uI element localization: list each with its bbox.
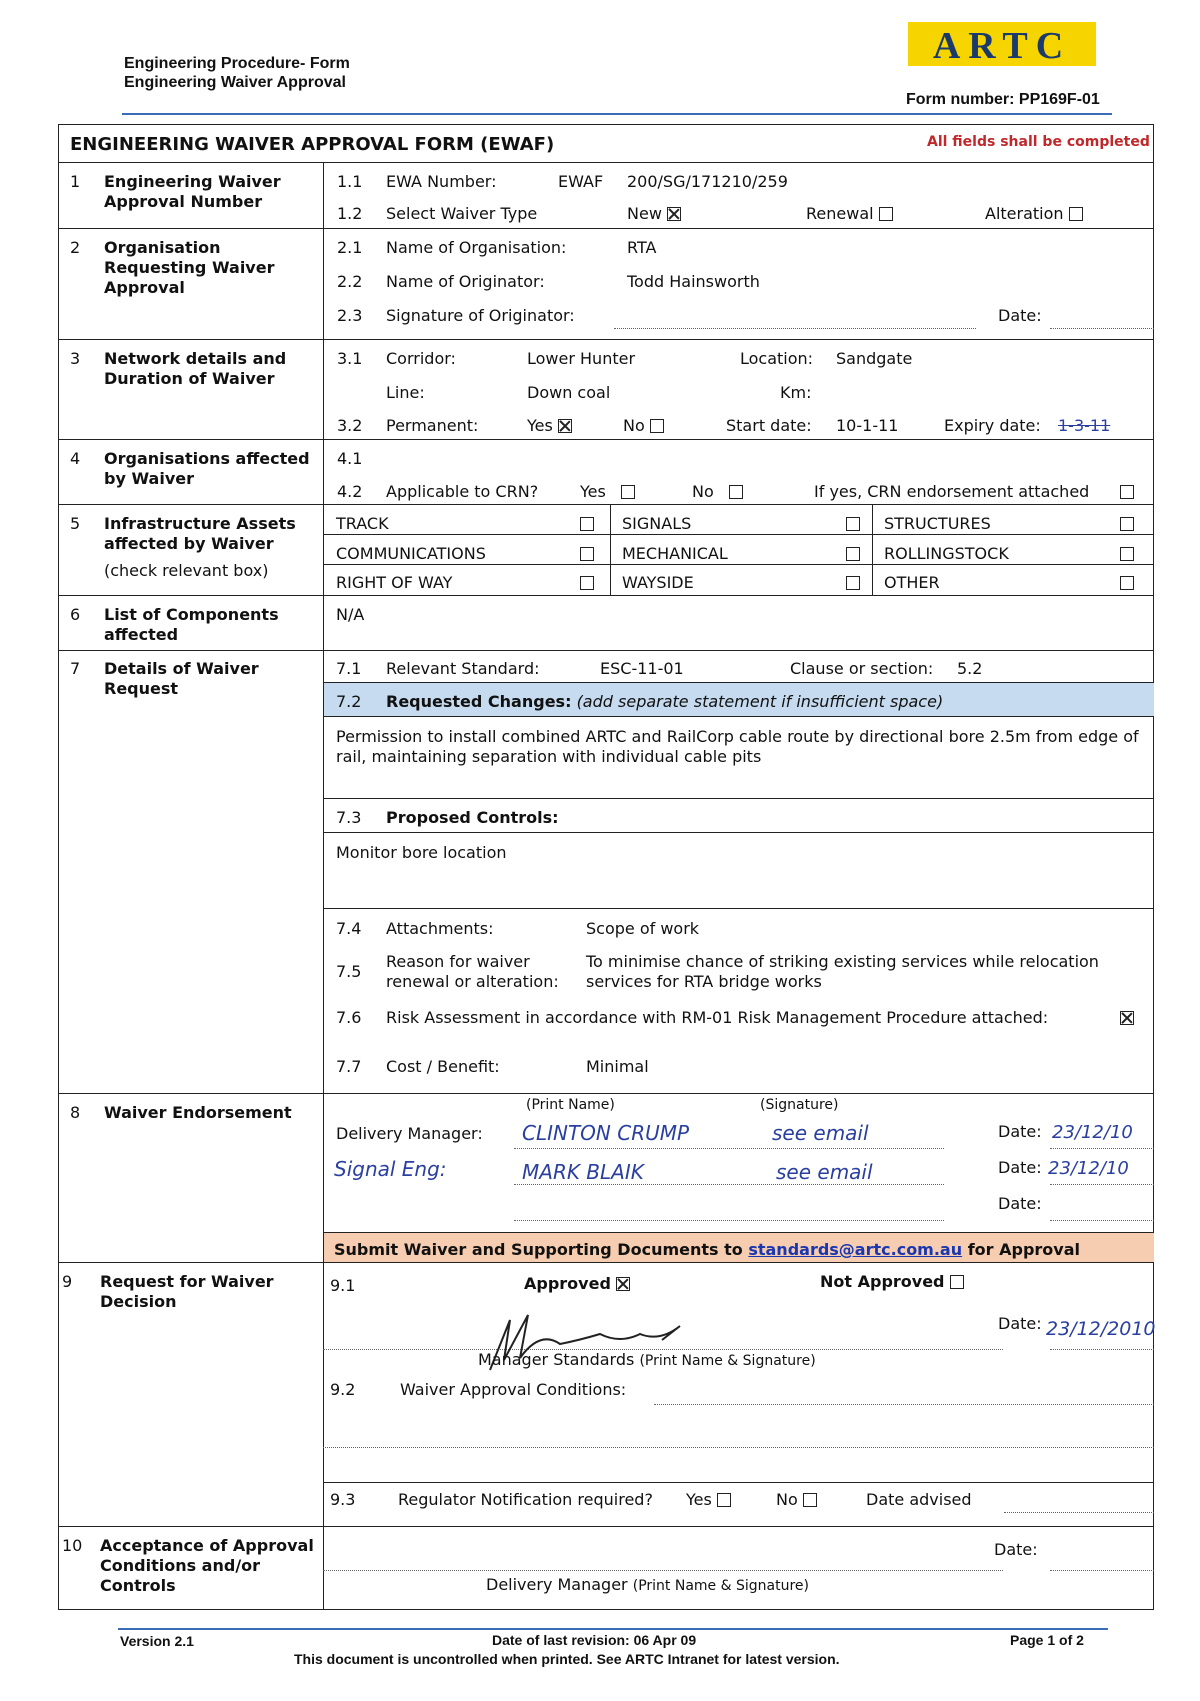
originator-label: Name of Originator: bbox=[386, 272, 545, 291]
checkbox-icon[interactable] bbox=[621, 485, 635, 499]
requested-changes-heading: Requested Changes: (add separate statement if insufficient space) bbox=[386, 692, 944, 711]
checkbox-checked-icon[interactable] bbox=[1120, 1011, 1134, 1025]
section-4-title: Organisations affected by Waiver bbox=[104, 449, 310, 488]
form-title: ENGINEERING WAIVER APPROVAL FORM (EWAF) bbox=[70, 134, 555, 155]
procedure-subtitle: Engineering Waiver Approval bbox=[124, 74, 346, 91]
asset-communications-checkbox[interactable] bbox=[580, 544, 594, 563]
regulator-no[interactable]: No bbox=[776, 1490, 817, 1509]
section-6-title: List of Components affected bbox=[104, 605, 279, 644]
row-1-1-number: 1.1 bbox=[337, 172, 363, 191]
components-value[interactable]: N/A bbox=[336, 605, 365, 624]
originator-value[interactable]: Todd Hainsworth bbox=[627, 272, 760, 291]
risk-assessment-label: Risk Assessment in accordance with RM-01 Risk Management Procedure attached: bbox=[386, 1008, 1049, 1027]
checkbox-icon[interactable] bbox=[846, 576, 860, 590]
asset-other: OTHER bbox=[884, 573, 940, 592]
checkbox-icon[interactable] bbox=[1120, 547, 1134, 561]
section-3-title: Network details and Duration of Waiver bbox=[104, 349, 287, 388]
asset-structures: STRUCTURES bbox=[884, 514, 991, 533]
asset-other-checkbox[interactable] bbox=[1120, 573, 1134, 592]
delivery-manager-date[interactable]: 23/12/10 bbox=[1052, 1122, 1133, 1143]
form-number: Form number: PP169F-01 bbox=[906, 91, 1100, 108]
checkbox-icon[interactable] bbox=[950, 1275, 964, 1289]
checkbox-icon[interactable] bbox=[717, 1493, 731, 1507]
print-name-caption: (Print Name) bbox=[526, 1097, 615, 1113]
checkbox-icon[interactable] bbox=[803, 1493, 817, 1507]
row-9-3-number: 9.3 bbox=[330, 1490, 356, 1509]
section-2-number: 2 bbox=[70, 238, 81, 257]
cost-benefit-value[interactable]: Minimal bbox=[586, 1057, 649, 1076]
row-4-2-number: 4.2 bbox=[337, 482, 363, 501]
row-1-2-number: 1.2 bbox=[337, 204, 363, 223]
row-2-1-number: 2.1 bbox=[337, 238, 363, 257]
row-7-2-number: 7.2 bbox=[336, 692, 362, 711]
originator-signature-label: Signature of Originator: bbox=[386, 306, 575, 325]
section-6-number: 6 bbox=[70, 605, 81, 624]
section-7-number: 7 bbox=[70, 659, 81, 678]
reason-value-line1[interactable]: To minimise chance of striking existing services while relocation bbox=[586, 952, 1099, 971]
proposed-controls-heading: Proposed Controls: bbox=[386, 808, 559, 827]
footer-page-number: Page 1 of 2 bbox=[1010, 1632, 1084, 1648]
signal-eng-date-label: Date: bbox=[998, 1158, 1042, 1177]
signature-caption: (Signature) bbox=[760, 1097, 839, 1113]
regulator-notification-label: Regulator Notification required? bbox=[398, 1490, 653, 1509]
section-7-title: Details of Waiver Request bbox=[104, 659, 259, 698]
delivery-manager-label: Delivery Manager: bbox=[336, 1124, 483, 1143]
regulator-yes[interactable]: Yes bbox=[686, 1490, 731, 1509]
asset-track: TRACK bbox=[336, 514, 389, 533]
section-5-subtitle: (check relevant box) bbox=[104, 561, 269, 580]
checkbox-icon[interactable] bbox=[580, 547, 594, 561]
footer-revision: Date of last revision: 06 Apr 09 bbox=[492, 1632, 697, 1648]
manager-standards-caption: Manager Standards (Print Name & Signature) bbox=[478, 1350, 816, 1369]
checkbox-icon[interactable] bbox=[1120, 517, 1134, 531]
approved-option[interactable]: Approved bbox=[524, 1274, 630, 1293]
attachments-label: Attachments: bbox=[386, 919, 494, 938]
section-2-title: Organisation Requesting Waiver Approval bbox=[104, 238, 275, 297]
checkbox-icon[interactable] bbox=[650, 419, 664, 433]
requested-changes-text[interactable]: Permission to install combined ARTC and RailCorp cable route by directional bore 2.5m from edge of rail, maintaining separation with individual cable pits bbox=[336, 727, 1139, 766]
third-date-label: Date: bbox=[998, 1194, 1042, 1213]
checkbox-icon[interactable] bbox=[846, 547, 860, 561]
procedure-title: Engineering Procedure- Form bbox=[124, 55, 350, 72]
asset-signals: SIGNALS bbox=[622, 514, 692, 533]
crn-yes[interactable]: Yes bbox=[580, 482, 635, 501]
relevant-standard-value[interactable]: ESC-11-01 bbox=[600, 659, 684, 678]
row-2-3-number: 2.3 bbox=[337, 306, 363, 325]
asset-structures-checkbox[interactable] bbox=[1120, 514, 1134, 533]
checkbox-checked-icon[interactable] bbox=[667, 207, 681, 221]
footer-uncontrolled-note: This document is uncontrolled when printed. See ARTC Intranet for latest version. bbox=[294, 1651, 840, 1667]
start-date-label: Start date: bbox=[726, 416, 812, 435]
header-rule bbox=[122, 113, 1112, 115]
asset-right-of-way: RIGHT OF WAY bbox=[336, 573, 453, 592]
standards-email-link[interactable]: standards@artc.com.au bbox=[748, 1240, 963, 1259]
asset-right-of-way-checkbox[interactable] bbox=[580, 573, 594, 592]
section-8-title: Waiver Endorsement bbox=[104, 1103, 292, 1122]
section-5-title: Infrastructure Assets affected by Waiver bbox=[104, 514, 296, 553]
row-7-1-number: 7.1 bbox=[336, 659, 362, 678]
row-7-4-number: 7.4 bbox=[336, 919, 362, 938]
waiver-type-alteration[interactable]: Alteration bbox=[985, 204, 1083, 223]
location-label: Location: bbox=[740, 349, 814, 368]
row-7-3-number: 7.3 bbox=[336, 808, 362, 827]
checkbox-icon[interactable] bbox=[729, 485, 743, 499]
checkbox-icon[interactable] bbox=[1069, 207, 1083, 221]
section-1-number: 1 bbox=[70, 172, 81, 191]
originator-date-label: Date: bbox=[998, 306, 1042, 325]
delivery-manager-name[interactable]: CLINTON CRUMP bbox=[522, 1121, 690, 1145]
ewa-number-value[interactable]: 200/SG/171210/259 bbox=[627, 172, 788, 191]
row-9-2-number: 9.2 bbox=[330, 1380, 356, 1399]
row-7-7-number: 7.7 bbox=[336, 1057, 362, 1076]
section-10-title: Acceptance of Approval Conditions and/or Controls bbox=[100, 1536, 314, 1595]
km-label: Km: bbox=[780, 383, 812, 402]
section-3-number: 3 bbox=[70, 349, 81, 368]
decision-date-label: Date: bbox=[998, 1314, 1042, 1333]
acceptance-date-label: Date: bbox=[994, 1540, 1038, 1559]
waiver-type-new[interactable]: New bbox=[627, 204, 681, 223]
delivery-manager-signature[interactable]: see email bbox=[772, 1121, 869, 1145]
row-7-6-number: 7.6 bbox=[336, 1008, 362, 1027]
section-9-title: Request for Waiver Decision bbox=[100, 1272, 274, 1311]
asset-signals-checkbox[interactable] bbox=[846, 514, 860, 533]
footer-version: Version 2.1 bbox=[120, 1633, 194, 1649]
cost-benefit-label: Cost / Benefit: bbox=[386, 1057, 500, 1076]
waiver-type-label: Select Waiver Type bbox=[386, 204, 538, 223]
asset-rollingstock-checkbox[interactable] bbox=[1120, 544, 1134, 563]
required-note: All fields shall be completed bbox=[927, 134, 1150, 150]
permanent-yes[interactable]: Yes bbox=[527, 416, 572, 435]
checkbox-checked-icon[interactable] bbox=[558, 419, 572, 433]
line-value[interactable]: Down coal bbox=[527, 383, 611, 402]
proposed-controls-text[interactable]: Monitor bore location bbox=[336, 843, 507, 862]
location-value[interactable]: Sandgate bbox=[836, 349, 913, 368]
crn-no[interactable]: No bbox=[692, 482, 743, 501]
start-date-value[interactable]: 10-1-11 bbox=[836, 416, 899, 435]
corridor-label: Corridor: bbox=[386, 349, 456, 368]
signal-eng-name[interactable]: MARK BLAIK bbox=[522, 1160, 644, 1184]
expiry-date-value[interactable]: 1-3-11 bbox=[1058, 416, 1111, 435]
checkbox-icon[interactable] bbox=[580, 517, 594, 531]
asset-mechanical: MECHANICAL bbox=[622, 544, 728, 563]
checkbox-icon[interactable] bbox=[879, 207, 893, 221]
checkbox-icon[interactable] bbox=[1120, 485, 1134, 499]
decision-date-value[interactable]: 23/12/2010 bbox=[1046, 1318, 1156, 1340]
asset-track-checkbox[interactable] bbox=[580, 514, 594, 533]
row-2-2-number: 2.2 bbox=[337, 272, 363, 291]
date-advised-label: Date advised bbox=[866, 1490, 972, 1509]
section-8-number: 8 bbox=[70, 1103, 81, 1122]
expiry-date-label: Expiry date: bbox=[944, 416, 1041, 435]
checkbox-icon[interactable] bbox=[580, 576, 594, 590]
asset-wayside: WAYSIDE bbox=[622, 573, 694, 592]
relevant-standard-label: Relevant Standard: bbox=[386, 659, 540, 678]
attachments-value[interactable]: Scope of work bbox=[586, 919, 700, 938]
section-4-number: 4 bbox=[70, 449, 81, 468]
permanent-label: Permanent: bbox=[386, 416, 479, 435]
crn-endorsement-checkbox[interactable] bbox=[1120, 482, 1134, 501]
corridor-value[interactable]: Lower Hunter bbox=[527, 349, 636, 368]
submit-instruction: Submit Waiver and Supporting Documents to standards@artc.com.au for Approval bbox=[334, 1240, 1080, 1259]
row-3-1-number: 3.1 bbox=[337, 349, 363, 368]
signal-eng-date[interactable]: 23/12/10 bbox=[1048, 1158, 1129, 1179]
row-4-1-number: 4.1 bbox=[337, 449, 363, 468]
checkbox-checked-icon[interactable] bbox=[616, 1277, 630, 1291]
asset-rollingstock: ROLLINGSTOCK bbox=[884, 544, 1009, 563]
reason-label-line1: Reason for waiver bbox=[386, 952, 530, 971]
reason-value-line2[interactable]: services for RTA bridge works bbox=[586, 972, 822, 991]
risk-assessment-checkbox[interactable] bbox=[1120, 1008, 1134, 1027]
asset-communications: COMMUNICATIONS bbox=[336, 544, 486, 563]
signal-eng-label: Signal Eng: bbox=[334, 1157, 447, 1181]
ewa-number-label: EWA Number: bbox=[386, 172, 497, 191]
row-3-2-number: 3.2 bbox=[337, 416, 363, 435]
footer-rule bbox=[118, 1628, 1108, 1630]
organisation-value[interactable]: RTA bbox=[627, 238, 657, 257]
section-10-number: 10 bbox=[62, 1536, 83, 1555]
artc-logo: ARTC bbox=[908, 22, 1096, 66]
acceptance-caption: Delivery Manager (Print Name & Signature) bbox=[486, 1575, 809, 1594]
organisation-label: Name of Organisation: bbox=[386, 238, 567, 257]
waiver-type-renewal[interactable]: Renewal bbox=[806, 204, 893, 223]
row-9-1-number: 9.1 bbox=[330, 1276, 356, 1295]
clause-value[interactable]: 5.2 bbox=[957, 659, 983, 678]
not-approved-option[interactable]: Not Approved bbox=[820, 1272, 964, 1291]
signal-eng-signature[interactable]: see email bbox=[776, 1160, 873, 1184]
approval-conditions-label: Waiver Approval Conditions: bbox=[400, 1380, 627, 1399]
section-1-title: Engineering Waiver Approval Number bbox=[104, 172, 281, 211]
permanent-no[interactable]: No bbox=[623, 416, 664, 435]
row-7-5-number: 7.5 bbox=[336, 962, 362, 981]
checkbox-icon[interactable] bbox=[846, 517, 860, 531]
ewa-number-prefix: EWAF bbox=[558, 172, 604, 191]
section-5-number: 5 bbox=[70, 514, 81, 533]
section-9-number: 9 bbox=[62, 1272, 73, 1291]
reason-label-line2: renewal or alteration: bbox=[386, 972, 559, 991]
delivery-manager-date-label: Date: bbox=[998, 1122, 1042, 1141]
line-label: Line: bbox=[386, 383, 425, 402]
checkbox-icon[interactable] bbox=[1120, 576, 1134, 590]
clause-label: Clause or section: bbox=[790, 659, 934, 678]
crn-label: Applicable to CRN? bbox=[386, 482, 539, 501]
asset-wayside-checkbox[interactable] bbox=[846, 573, 860, 592]
asset-mechanical-checkbox[interactable] bbox=[846, 544, 860, 563]
crn-endorsement-note: If yes, CRN endorsement attached bbox=[814, 482, 1090, 501]
